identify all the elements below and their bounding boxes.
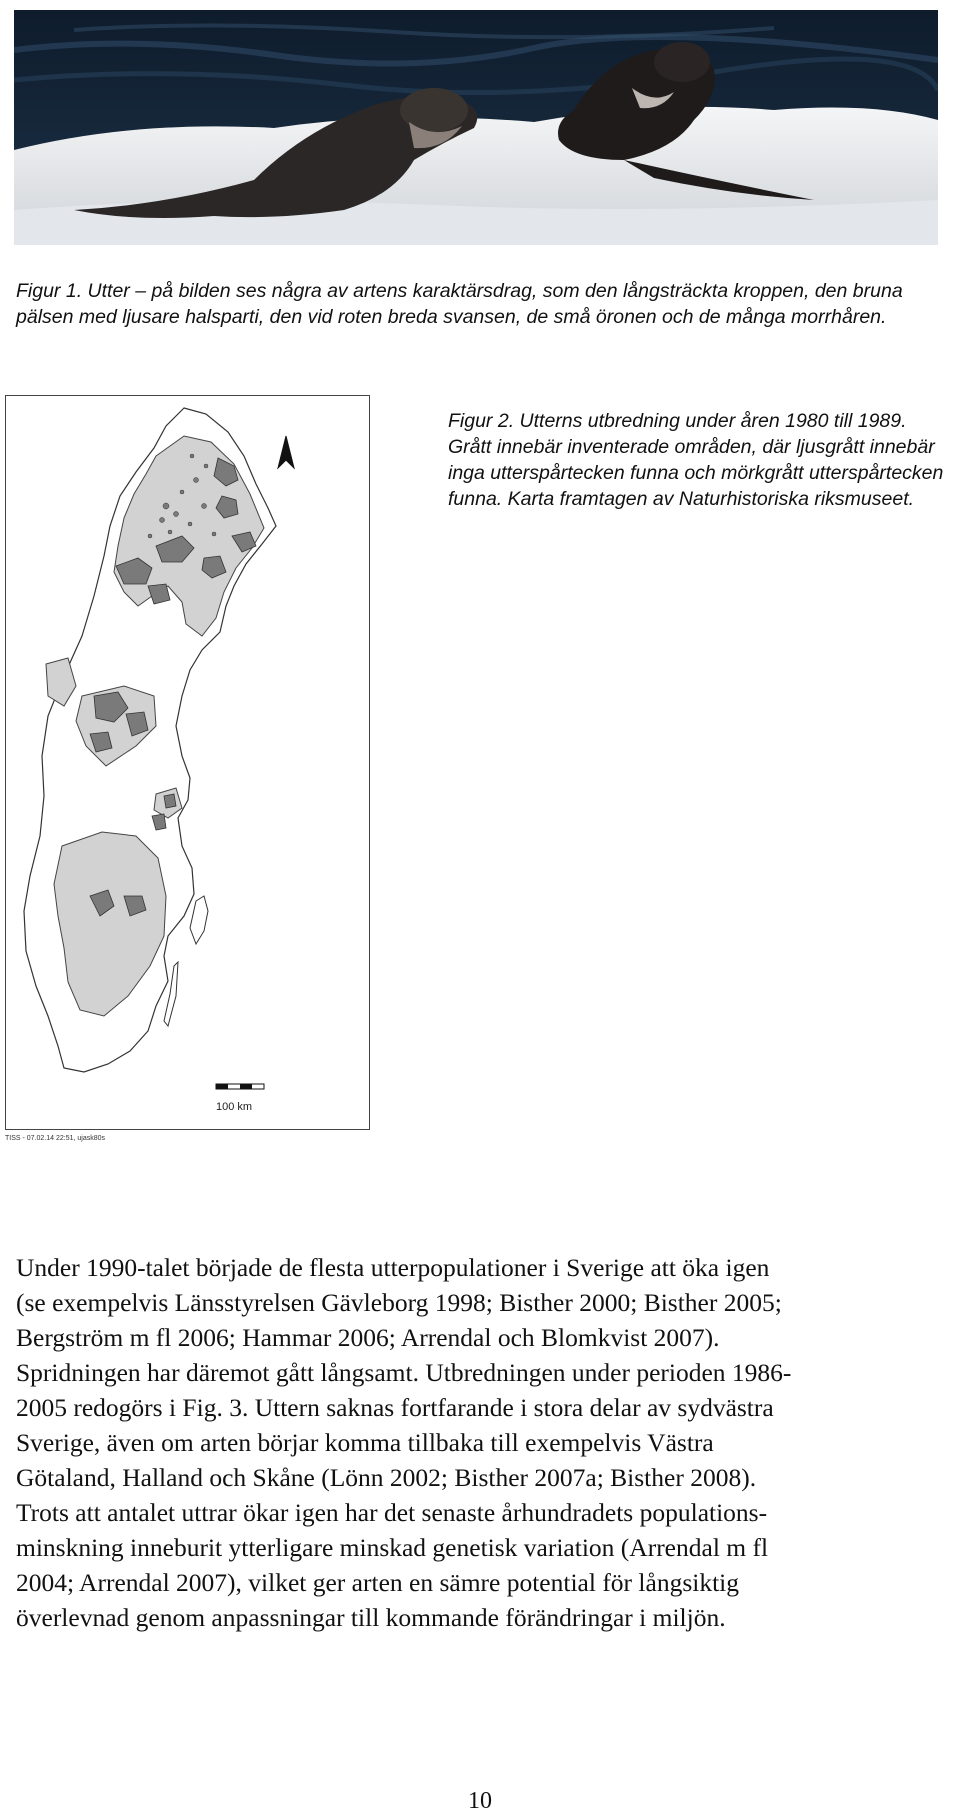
body-line: Götaland, Halland och Skåne (Lönn 2002; Bisther 2007a; Bisther 2008). — [16, 1463, 757, 1492]
body-line: Bergström m fl 2006; Hammar 2006; Arrendal och Blomkvist 2007). — [16, 1323, 720, 1352]
scale-label: 100 km — [216, 1101, 253, 1113]
body-line: (se exempelvis Länsstyrelsen Gävleborg 1998; Bisther 2000; Bisther 2005; — [16, 1288, 782, 1317]
north-arrow-icon — [278, 436, 294, 468]
figure1-caption: Figur 1. Utter – på bilden ses några av artens karaktärsdrag, som den långsträckta kroppen, den bruna pälsen med ljusare halsparti, den vid roten breda svansen, de små öronen och de många morrhåren. — [16, 280, 903, 328]
gotland-island — [190, 896, 208, 944]
otter-photo — [14, 10, 938, 245]
body-line: Spridningen har däremot gått långsamt. Utbredningen under perioden 1986- — [16, 1358, 792, 1387]
scale-bar — [216, 1084, 264, 1089]
body-line: minskning inneburit ytterligare minskad genetisk variation (Arrendal m fl — [16, 1533, 769, 1562]
body-line: 2005 redogörs i Fig. 3. Uttern saknas fortfarande i stora delar av sydvästra — [16, 1393, 774, 1422]
page-number: 10 — [468, 1788, 492, 1814]
body-line: överlevnad genom anpassningar till kommande förändringar i miljön. — [16, 1603, 726, 1632]
body-line: 2004; Arrendal 2007), vilket ger arten en sämre potential för långsiktig — [16, 1568, 740, 1597]
body-line: Sverige, även om arten börjar komma tillbaka till exempelvis Västra — [16, 1428, 714, 1457]
distribution-map — [5, 395, 370, 1130]
figure2-caption: Figur 2. Utterns utbredning under åren 1980 till 1989. Grått innebär inventerade områden, där ljusgrått innebär inga utterspårtecken funna och mörkgrått utterspårtecken funna. Karta framtagen av Naturhistoriska riksmuseet. — [448, 410, 944, 510]
body-line: Under 1990-talet började de flesta utterpopulationer i Sverige att öka igen — [16, 1253, 770, 1282]
map-footer: TISS - 07.02.14 22:51, ujask80s — [5, 1135, 106, 1142]
body-paragraph — [16, 1250, 951, 1635]
body-line: Trots att antalet uttrar ökar igen har det senaste århundradets populations- — [16, 1498, 768, 1527]
